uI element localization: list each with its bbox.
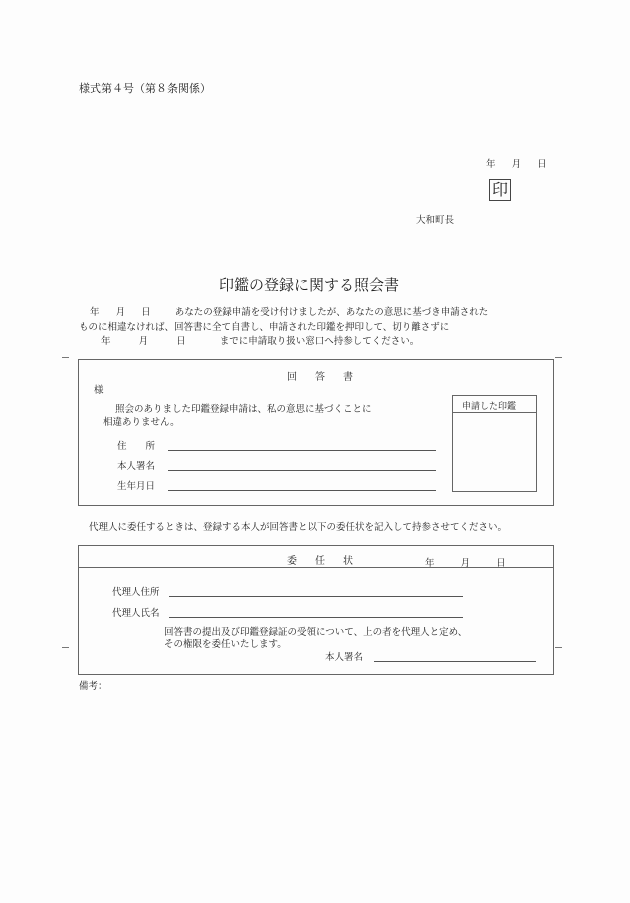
proxy-date: 年 月 日 [425, 558, 506, 569]
birthdate-field[interactable] [168, 490, 436, 491]
reply-statement-line-1: 照会のありました印鑑登録申請は、私の意思に基づくことに [115, 404, 372, 415]
reply-title: 回 答 書 [287, 372, 357, 383]
header-date [486, 156, 547, 170]
issuer-name: 大和町長 [416, 215, 455, 226]
cut-mark-bottom-right [555, 647, 562, 648]
proxy-statement-line-2: その権限を委任いたします。 [164, 639, 287, 650]
signature-label: 本人署名 [117, 461, 156, 472]
proxy-signature-label: 本人署名 [325, 652, 364, 663]
proxy-address-label: 代理人住所 [112, 587, 160, 598]
cut-mark-bottom-left [62, 647, 69, 648]
proxy-address-field[interactable] [169, 596, 463, 597]
proxy-name-label: 代理人氏名 [112, 608, 160, 619]
proxy-statement-line-1: 回答書の提出及び印鑑登録証の受領について、上の者を代理人と定め、 [164, 627, 468, 638]
intro-line-3: 年 月 日 までに申請取り扱い窓口へ持参してください。 [101, 336, 420, 347]
proxy-signature-field[interactable] [374, 661, 536, 662]
cut-mark-top-right [555, 357, 562, 358]
addressee-suffix: 様 [94, 385, 104, 396]
address-label: 住 所 [117, 441, 156, 452]
form-number: 様式第４号（第８条関係） [79, 82, 211, 95]
address-field[interactable] [168, 450, 436, 451]
remarks-label: 備考： [79, 681, 108, 692]
header-date-month: 月 [511, 159, 522, 170]
intro-line-1: 年 月 日 あなたの登録申請を受け付けましたが、あなたの意思に基づき申請された [90, 307, 489, 318]
proxy-name-field[interactable] [169, 617, 463, 618]
header-date-year: 年 [486, 159, 496, 170]
proxy-note: 代理人に委任するときは、登録する本人が回答書と以下の委任状を記入して持参させてください。 [89, 522, 508, 533]
birthdate-label: 生年月日 [117, 481, 156, 492]
official-seal-mark: 印 [489, 179, 511, 201]
signature-field[interactable] [168, 470, 436, 471]
cut-mark-top-left [62, 357, 69, 358]
header-date-day: 日 [537, 159, 547, 170]
reply-statement-line-2: 相違ありません。 [103, 417, 180, 428]
document-title: 印鑑の登録に関する照会書 [219, 276, 400, 294]
intro-line-2: ものに相違なければ、回答書に全て自書し、申請された印鑑を押印して、切り離さずに [79, 322, 450, 333]
proxy-title: 委 任 状 [287, 556, 357, 567]
seal-box-label: 申請した印鑑 [462, 402, 517, 412]
seal-box-divider [452, 412, 537, 413]
